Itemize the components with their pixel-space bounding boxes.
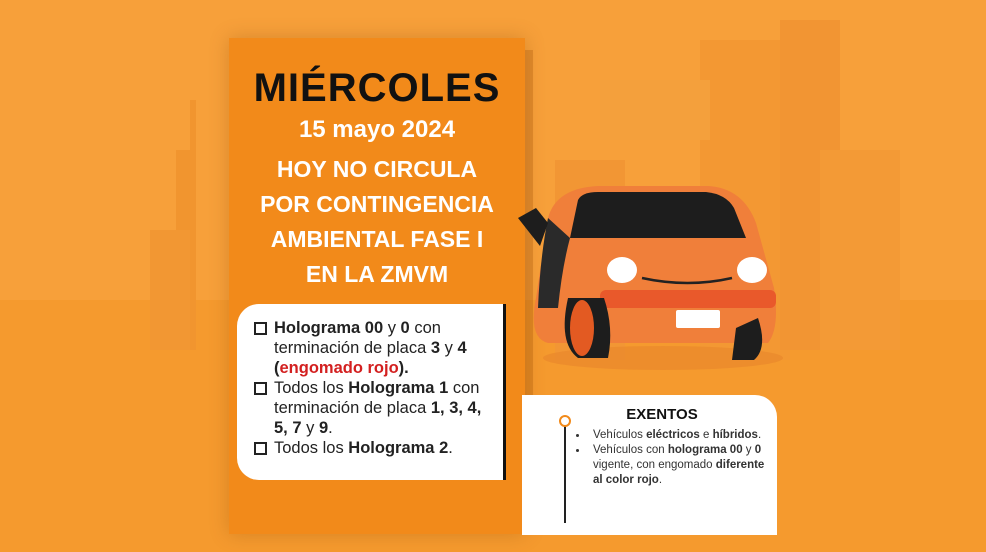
rules-box bbox=[237, 304, 506, 480]
bullet-icon bbox=[576, 449, 579, 452]
rule1-plate-4: 4 bbox=[457, 339, 467, 357]
ex2-zero: 0 bbox=[754, 444, 762, 456]
rule2-y: y bbox=[301, 419, 319, 437]
checkbox-icon bbox=[254, 322, 267, 335]
ex2-dot: . bbox=[658, 474, 663, 486]
rule-item-3 bbox=[254, 438, 495, 458]
timeline-line bbox=[564, 423, 566, 523]
exentos-box bbox=[522, 395, 777, 535]
checkbox-icon bbox=[254, 442, 267, 455]
poster-date: 15 mayo 2024 bbox=[298, 116, 456, 143]
headline-line-2: POR CONTINGENCIA bbox=[260, 191, 494, 217]
poster-headline bbox=[229, 152, 525, 292]
checkbox-icon bbox=[254, 382, 267, 395]
exentos-item-2 bbox=[576, 443, 766, 488]
headline-line-4: EN LA ZMVM bbox=[305, 261, 449, 287]
ex2-y: y bbox=[742, 444, 755, 456]
headline-line-3: AMBIENTAL FASE I bbox=[270, 226, 484, 252]
ex2-holograma: holograma 00 bbox=[667, 444, 743, 456]
rule2-dot: . bbox=[328, 419, 333, 437]
rule2-text2: con terminación de placa bbox=[274, 379, 480, 417]
rule1-plate-3: 3 bbox=[430, 339, 441, 357]
exentos-list bbox=[576, 428, 766, 488]
rule3-text1: Todos los bbox=[274, 439, 349, 457]
rule2-plate-9: 9 bbox=[318, 419, 329, 437]
poster-panel bbox=[229, 38, 525, 534]
rule2-text1: Todos los bbox=[274, 379, 349, 397]
exentos-title: EXENTOS bbox=[626, 406, 698, 423]
ex1-dot: . bbox=[757, 429, 762, 441]
rules-list bbox=[237, 304, 503, 458]
bullet-icon bbox=[576, 434, 579, 437]
rule2-holograma: Holograma 1 bbox=[348, 379, 449, 397]
ex1-hibridos: híbridos bbox=[712, 429, 758, 441]
rule-item-1 bbox=[254, 318, 495, 378]
poster-day: MIÉRCOLES bbox=[253, 66, 501, 110]
rule-item-2 bbox=[254, 378, 495, 438]
rule3-dot: . bbox=[448, 439, 453, 457]
rule1-holograma: Holograma 00 bbox=[274, 319, 384, 337]
rule1-paren-open: ( bbox=[274, 359, 280, 377]
ex1-t3: e bbox=[699, 429, 713, 441]
ex2-t1: Vehículos con bbox=[593, 444, 668, 456]
rule1-y2: y bbox=[440, 339, 458, 357]
ex1-electricos: eléctricos bbox=[646, 429, 700, 441]
car-illustration bbox=[518, 178, 784, 374]
rule1-text: con terminación de placa bbox=[274, 319, 441, 357]
ex2-diferente: diferente al color rojo bbox=[593, 459, 765, 486]
rule1-paren-close: ). bbox=[398, 359, 409, 377]
headline-line-1: HOY NO CIRCULA bbox=[276, 156, 478, 182]
rule2-plates: 1, 3, 4, 5, 7 bbox=[274, 399, 482, 437]
rule1-y: y bbox=[383, 319, 401, 337]
rule1-engomado-rojo: engomado rojo bbox=[279, 359, 399, 377]
exentos-item-1 bbox=[576, 428, 766, 443]
timeline-dot-icon bbox=[559, 415, 571, 427]
rule3-holograma: Holograma 2 bbox=[348, 439, 449, 457]
ex2-t5: vigente, con engomado bbox=[593, 459, 716, 471]
rule1-zero: 0 bbox=[400, 319, 410, 337]
ex1-t1: Vehículos bbox=[593, 429, 647, 441]
